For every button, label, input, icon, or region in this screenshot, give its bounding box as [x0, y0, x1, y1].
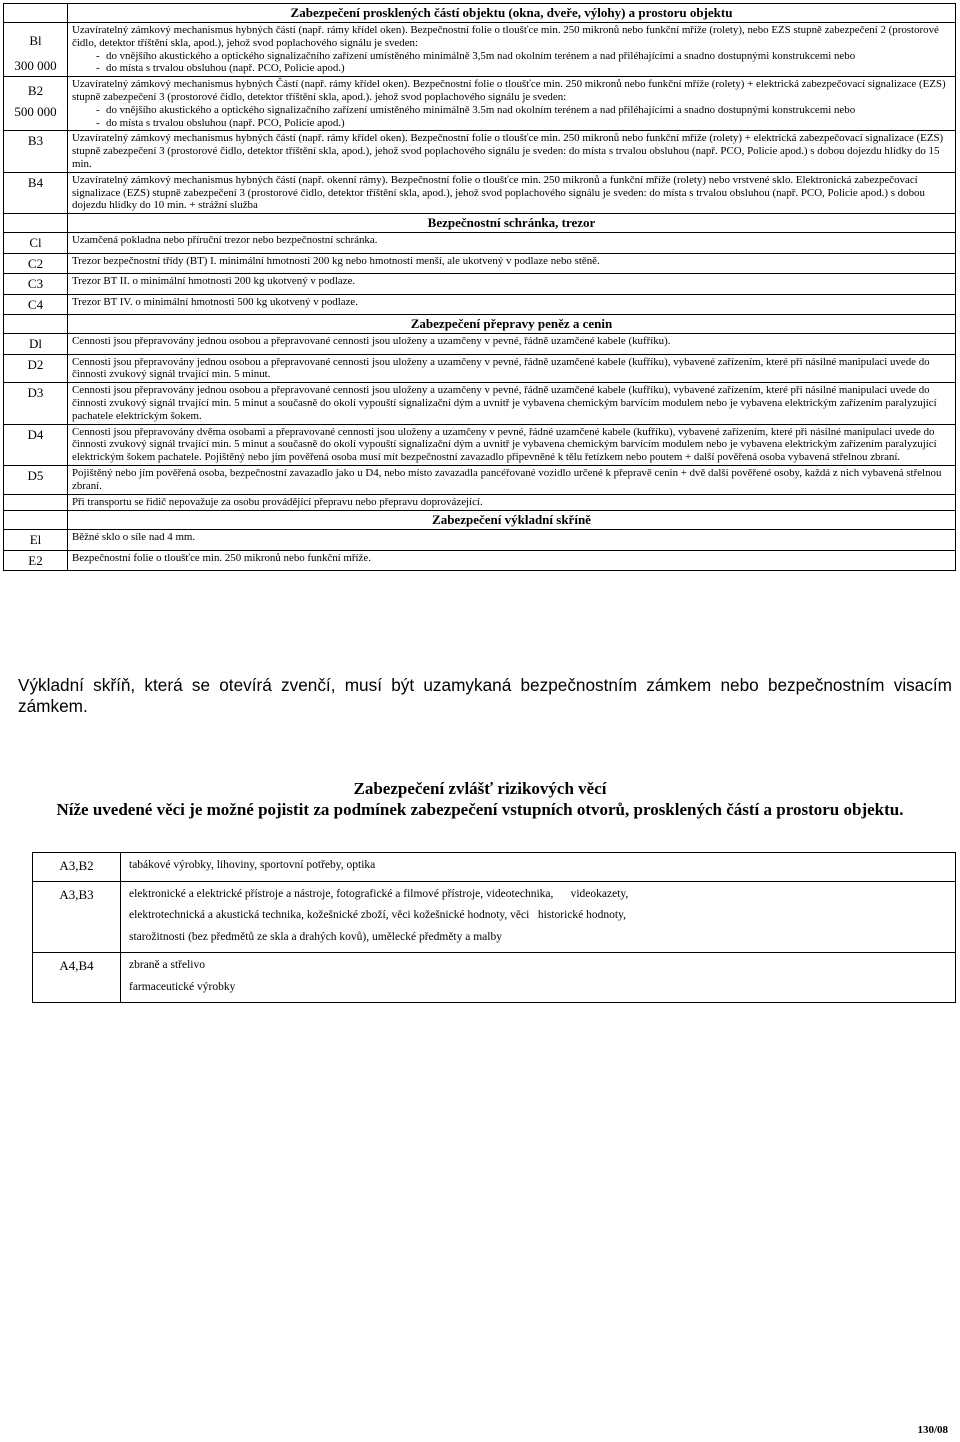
table-row — [4, 274, 956, 295]
blank-cell — [4, 315, 68, 334]
showcase-heading: Zabezpečení výkladní skříně — [68, 511, 956, 530]
row-text: Běžné sklo o síle nad 4 mm. — [68, 530, 956, 551]
row-text: Cennosti jsou přepravovány jednou osobou a přepravované cennosti jsou uloženy a uzamčeny v pevné, řádně uzamčené kabele (kufříku), vybavené zařízením, které při násilné manipulaci uvede do činnosti zvukový signál trvající min. 5 minut a současně do okolí vypouští signalizační dým a uvnitř je vybavena chemickým barvícím modulem nebo je vybavena elektrickým zařízením paralyzující pachatele elektrickým šokem. — [68, 383, 956, 424]
row-text: Cennosti jsou přepravovány jednou osobou a přepravované cennosti jsou uloženy a uzamčeny v pevné, řádně uzamčené kabele (kufříku). — [68, 334, 956, 355]
row-code: D4 — [4, 424, 68, 465]
item-line: tabákové výrobky, lihoviny, sportovní potřeby, optika — [129, 859, 376, 871]
row-code: D3 — [4, 383, 68, 424]
table-row — [4, 466, 956, 495]
row-code: Cl — [4, 233, 68, 254]
table-row — [4, 253, 956, 274]
row-text: Bezpečnostní folie o tloušťce min. 250 mikronů nebo funkční mříže. — [68, 550, 956, 571]
risk-section-title: Zabezpečení zvlášť rizikových věcí — [353, 779, 607, 798]
row-code: D5 — [4, 466, 68, 495]
risk-section-heading — [0, 778, 960, 820]
table-row — [33, 953, 956, 1003]
row-code: A4,B4 — [33, 953, 121, 1003]
row-code: A3,B2 — [33, 853, 121, 882]
dash-item: - do vnějšího akustického a optického signalizačního zařízení umístěného minimálně 3.5m nad okolním terénem a nad přiléhajícími a snadno dostupnými konstrukcemi nebo — [96, 103, 856, 116]
row-text — [121, 881, 956, 953]
item-line: starožitnosti (bez předmětů ze skla a drahých kovů), umělecké předměty a malby — [129, 930, 502, 943]
table-row — [4, 23, 956, 77]
table-row — [4, 383, 956, 424]
row-text: Cennosti jsou přepravovány jednou osobou a přepravované cennosti jsou uloženy a uzamčeny v pevné, řádně uzamčené kabele (kufříku), vybavené zařízením, které při násilné manipulaci uvede do činnosti zvukový signál trvající min. 5 minut. — [68, 354, 956, 383]
row-text: Uzavíratelný zámkový mechanismus hybných Částí (např. rámy křídel oken). Bezpečnostní folie o tloušťce min. 250 mikronů nebo funkční mříže (rolety) + elektrická zabezpečovací signalizace (EZS) stupně zabezpečení 3 (prostorové čidlo, detektor tříštění skla, apod.). jehož svod poplachového signálu je sveden: — [72, 78, 946, 103]
item-line: elektrotechnická a akustická technika, kožešnické zboží, věci kožešnické hodnoty, věci historické hodnoty, — [129, 909, 626, 921]
row-code: Bl — [29, 33, 42, 48]
item-line: zbraně a střelivo — [129, 959, 205, 971]
row-code: B4 — [4, 172, 68, 213]
text-cell — [68, 77, 956, 131]
row-code: C4 — [4, 294, 68, 315]
insurance-limit: 300 000 — [14, 58, 57, 73]
row-text — [121, 953, 956, 1003]
row-code: B3 — [4, 131, 68, 172]
showcase-note: Výkladní skříň, která se otevírá zvenčí, musí být uzamykaná bezpečnostním zámkem nebo bezpečnostním visacím zámkem. — [18, 675, 952, 716]
insurance-limit: 500 000 — [14, 104, 57, 120]
row-code: D2 — [4, 354, 68, 383]
table-row — [4, 77, 956, 131]
dash-item: - do místa s trvalou obsluhou (např. PCO, Policie apod.) — [96, 116, 345, 129]
row-text: Cennosti jsou přepravovány dvěma osobami a přepravované cennosti jsou uloženy a uzamčeny v pevné, řádné uzamčené kabele (kufříku), vybavené zařízením, které při násilné manipulaci uvede do činnosti zvukový signál trvající min. 5 minut a současně do okolí vypouští signalizační dým a uvnitř je vybavena chemickým barvícím modulem nebo je vybavena elektrickým zařízením paralyzující elektrickým šokem pachatele. Pojištěný nebo jím pověřená osoba musí mít bezpečnostní zavazadlo připevněné k tělu řetízkem nebo poutem + další pověřená osoba vybavená střelnou zbraní. — [68, 424, 956, 465]
row-text: Trezor BT IV. o minimální hmotnosti 500 kg ukotvený v podlaze. — [68, 294, 956, 315]
text-cell — [68, 466, 956, 495]
row-text: Uzavíratelný zámkový mechanismus hybných částí (např. okenní rámy). Bezpečnostní folie o tloušťce min. 250 mikronů a funkční mříže (rolety) nebo vrstvené sklo. Elektronická zabezpečovací signalizace (EZS) stupně zabezpečení 3 (prostorové čidlo, detektor tříštění skla, apod.), jehož svod poplachového signálu je sveden: do místa s trvalou obsluhou (např. PCO, Policie apod.) s dobou dojezdu hlídky do 10 min. + strážní služba — [68, 172, 956, 213]
row-text: Trezor BT II. o minimální hmotnosti 200 kg ukotvený v podlaze. — [68, 274, 956, 295]
table-row — [4, 530, 956, 551]
row-text: Uzavíratelný zámkový mechanismus hybných částí (např. rámy křídel oken). Bezpečnostní folie o tloušťce min. 250 mikronů nebo funkční mříže (rolety) + elektrická zabezpečovací signalizace (EZS) stupně zabezpečení 3 (prostorové čidlo, detektor tříštění skla, apod.), jehož svod poplachového signálu je sveden: do místa s trvalou obsluhou (např. PCO, Policie apod.) s dobou dojezdu hlídky do 15 min. — [68, 131, 956, 172]
table-row — [4, 334, 956, 355]
dash-item: - do místa s trvalou obsluhou (např. PCO, Policie apod.) — [96, 62, 345, 75]
blank-cell — [4, 494, 68, 511]
table-row — [4, 233, 956, 254]
row-text: Uzamčená pokladna nebo příruční trezor nebo bezpečnostní schránka. — [68, 233, 956, 254]
code-cell — [4, 23, 68, 77]
row-note: Při transportu se řidič nepovažuje za osobu provádějící přepravu nebo přepravu doprovázející. — [68, 494, 956, 511]
glazing-heading: Zabezpečení prosklených částí objektu (okna, dveře, výlohy) a prostoru objektu — [68, 4, 956, 23]
table-row — [4, 550, 956, 571]
row-text: Pojištěný nebo jím pověřená osoba, bezpečnostní zavazadlo jako u D4, nebo místo zavazadla pancéřované vozidlo určené k přepravě cenin + dvě další pověřené osoby, každá z nich vybavená střelnou zbraní. — [72, 467, 942, 492]
page-number: 130/08 — [917, 1424, 948, 1436]
row-text: Uzavíratelný zámkový mechanismus hybných částí (např. rámy křídel oken). Bezpečnostní folie o tloušťce min. 250 mikronů nebo funkční mříže (rolety), nebo EZS stupně zabezpečení 2 (prostorové čidlo, detektor tříštění skla, apod.), jehož svod poplachového signálu je sveden: — [72, 24, 939, 49]
transport-heading: Zabezpečení přepravy peněz a cenin — [68, 315, 956, 334]
table-row — [4, 354, 956, 383]
table-row — [33, 881, 956, 953]
table-row — [4, 424, 956, 465]
blank-cell — [4, 511, 68, 530]
security-table — [3, 3, 956, 571]
safe-heading: Bezpečnostní schránka, trezor — [68, 214, 956, 233]
row-code: E2 — [4, 550, 68, 571]
row-text — [121, 853, 956, 882]
table-row — [33, 853, 956, 882]
risk-section-subtitle: Níže uvedené věci je možné pojistit za podmínek zabezpečení vstupních otvorů, prosklených částí a prostoru objektu. — [56, 800, 904, 819]
item-line: farmaceutické výrobky — [129, 980, 236, 993]
risk-items-table — [32, 852, 956, 1003]
row-code: C3 — [4, 274, 68, 295]
blank-cell — [4, 4, 68, 23]
code-cell — [4, 77, 68, 131]
row-code: El — [4, 530, 68, 551]
row-text: Trezor bezpečnostní třídy (BT) I. minimální hmotnosti 200 kg nebo hmotnosti menší, ale ukotvený v podlaze nebo stěně. — [68, 253, 956, 274]
table-row — [4, 172, 956, 213]
blank-cell — [4, 214, 68, 233]
row-code: Dl — [4, 334, 68, 355]
row-code: C2 — [4, 253, 68, 274]
item-line: elektronické a elektrické přístroje a nástroje, fotografické a filmové přístroje, videotechnika, videokazety, — [129, 887, 629, 900]
table-row — [4, 494, 956, 511]
row-code: B2 — [27, 83, 44, 99]
row-code: A3,B3 — [33, 881, 121, 953]
table-row — [4, 131, 956, 172]
table-row — [4, 294, 956, 315]
text-cell — [68, 23, 956, 77]
dash-item: - do vnějšího akustického a optického signalizačního zařízení umístěného minimálně 3,5m nad okolním terénem a nad přiléhajícími a snadno dostupnými konstrukcemi nebo — [96, 49, 856, 62]
